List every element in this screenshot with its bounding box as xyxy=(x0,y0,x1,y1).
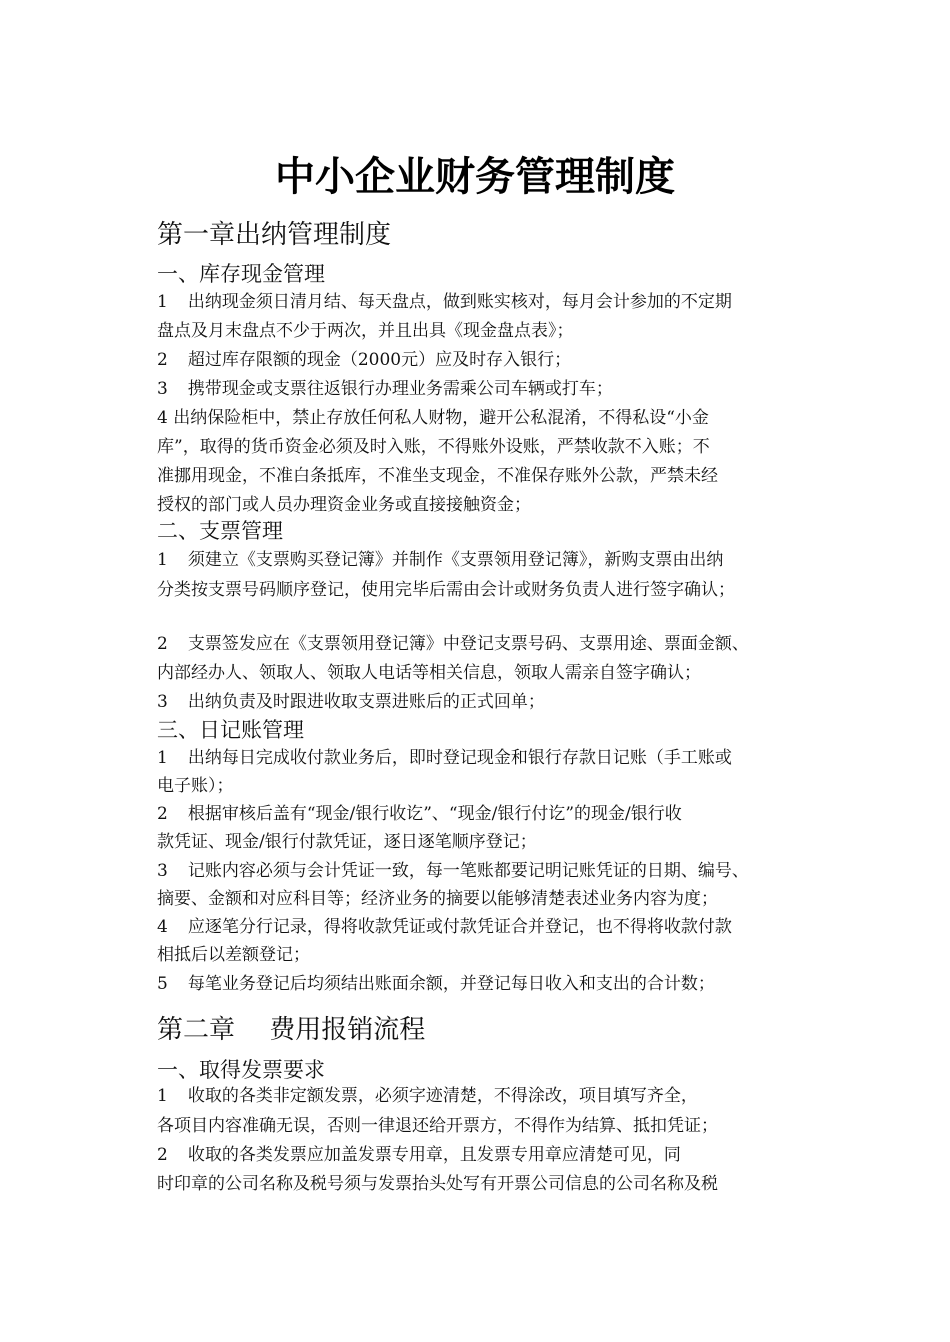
list-item: 1 出纳现金须日清月结、每天盘点，做到账实核对，每月会计参加的不定期 xyxy=(157,292,732,312)
list-item-continuation: 盘点及月末盘点不少于两次，并且出具《现金盘点表》； xyxy=(157,321,574,341)
list-item-continuation: 相抵后以差额登记； xyxy=(157,945,310,965)
list-item-continuation: 内部经办人、领取人、领取人电话等相关信息，领取人需亲自签字确认； xyxy=(157,663,701,683)
section-invoice-heading: 一、取得发票要求 xyxy=(157,1058,325,1082)
list-item-continuation: 各项目内容准确无误，否则一律退还给开票方，不得作为结算、抵扣凭证； xyxy=(157,1116,718,1136)
list-item-continuation: 准挪用现金，不准白条抵库，不准坐支现金，不准保存账外公款，严禁未经 xyxy=(157,466,718,486)
section-journal-heading: 三、日记账管理 xyxy=(157,718,304,742)
list-item-continuation: 分类按支票号码顺序登记，使用完毕后需由会计或财务负责人进行签字确认； xyxy=(157,580,735,600)
chapter-1-heading: 第一章出纳管理制度 xyxy=(157,220,392,250)
list-item: 3 出纳负责及时跟进收取支票进账后的正式回单； xyxy=(157,692,545,712)
list-item: 4 应逐笔分行记录，得将收款凭证或付款凭证合并登记，也不得将收款付款 xyxy=(157,917,732,937)
list-item-continuation: 库”，取得的货币资金必须及时入账，不得账外设账，严禁收款不入账；不 xyxy=(157,437,710,457)
section-check-heading: 二、支票管理 xyxy=(157,519,283,543)
list-item: 3 携带现金或支票往返银行办理业务需乘公司车辆或打车； xyxy=(157,379,613,399)
list-item: 4 出纳保险柜中，禁止存放任何私人财物，避开公私混淆，不得私设“小金 xyxy=(157,408,709,428)
list-item: 5 每笔业务登记后均须结出账面余额，并登记每日收入和支出的合计数； xyxy=(157,974,715,994)
list-item: 2 支票签发应在《支票领用登记簿》中登记支票号码、支票用途、票面金额、 xyxy=(157,634,749,654)
document-title: 中小企业财务管理制度 xyxy=(275,154,675,200)
list-item-continuation: 授权的部门或人员办理资金业务或直接接触资金； xyxy=(157,495,531,515)
chapter-2-heading: 第二章 费用报销流程 xyxy=(157,1015,426,1045)
list-item: 1 收取的各类非定额发票，必须字迹清楚，不得涂改，项目填写齐全， xyxy=(157,1086,698,1106)
list-item-continuation: 时印章的公司名称及税号须与发票抬头处写有开票公司信息的公司名称及税 xyxy=(157,1174,718,1194)
list-item: 2 收取的各类发票应加盖发票专用章，且发票专用章应清楚可见，同 xyxy=(157,1145,681,1165)
list-item-continuation: 电子账）； xyxy=(157,776,234,796)
list-item: 1 出纳每日完成收付款业务后，即时登记现金和银行存款日记账（手工账或 xyxy=(157,748,732,768)
list-item: 3 记账内容必须与会计凭证一致，每一笔账都要记明记账凭证的日期、编号、 xyxy=(157,861,749,881)
list-item: 1 须建立《支票购买登记簿》并制作《支票领用登记簿》，新购支票由出纳 xyxy=(157,550,724,570)
list-item: 2 超过库存限额的现金（2000元）应及时存入银行； xyxy=(157,350,572,370)
list-item-continuation: 款凭证、现金/银行付款凭证，逐日逐笔顺序登记； xyxy=(157,832,537,852)
section-cash-heading: 一、库存现金管理 xyxy=(157,262,325,286)
list-item-continuation: 摘要、金额和对应科目等；经济业务的摘要以能够清楚表述业务内容为度； xyxy=(157,889,718,909)
list-item: 2 根据审核后盖有“现金/银行收讫”、“现金/银行付讫”的现金/银行收 xyxy=(157,804,682,824)
